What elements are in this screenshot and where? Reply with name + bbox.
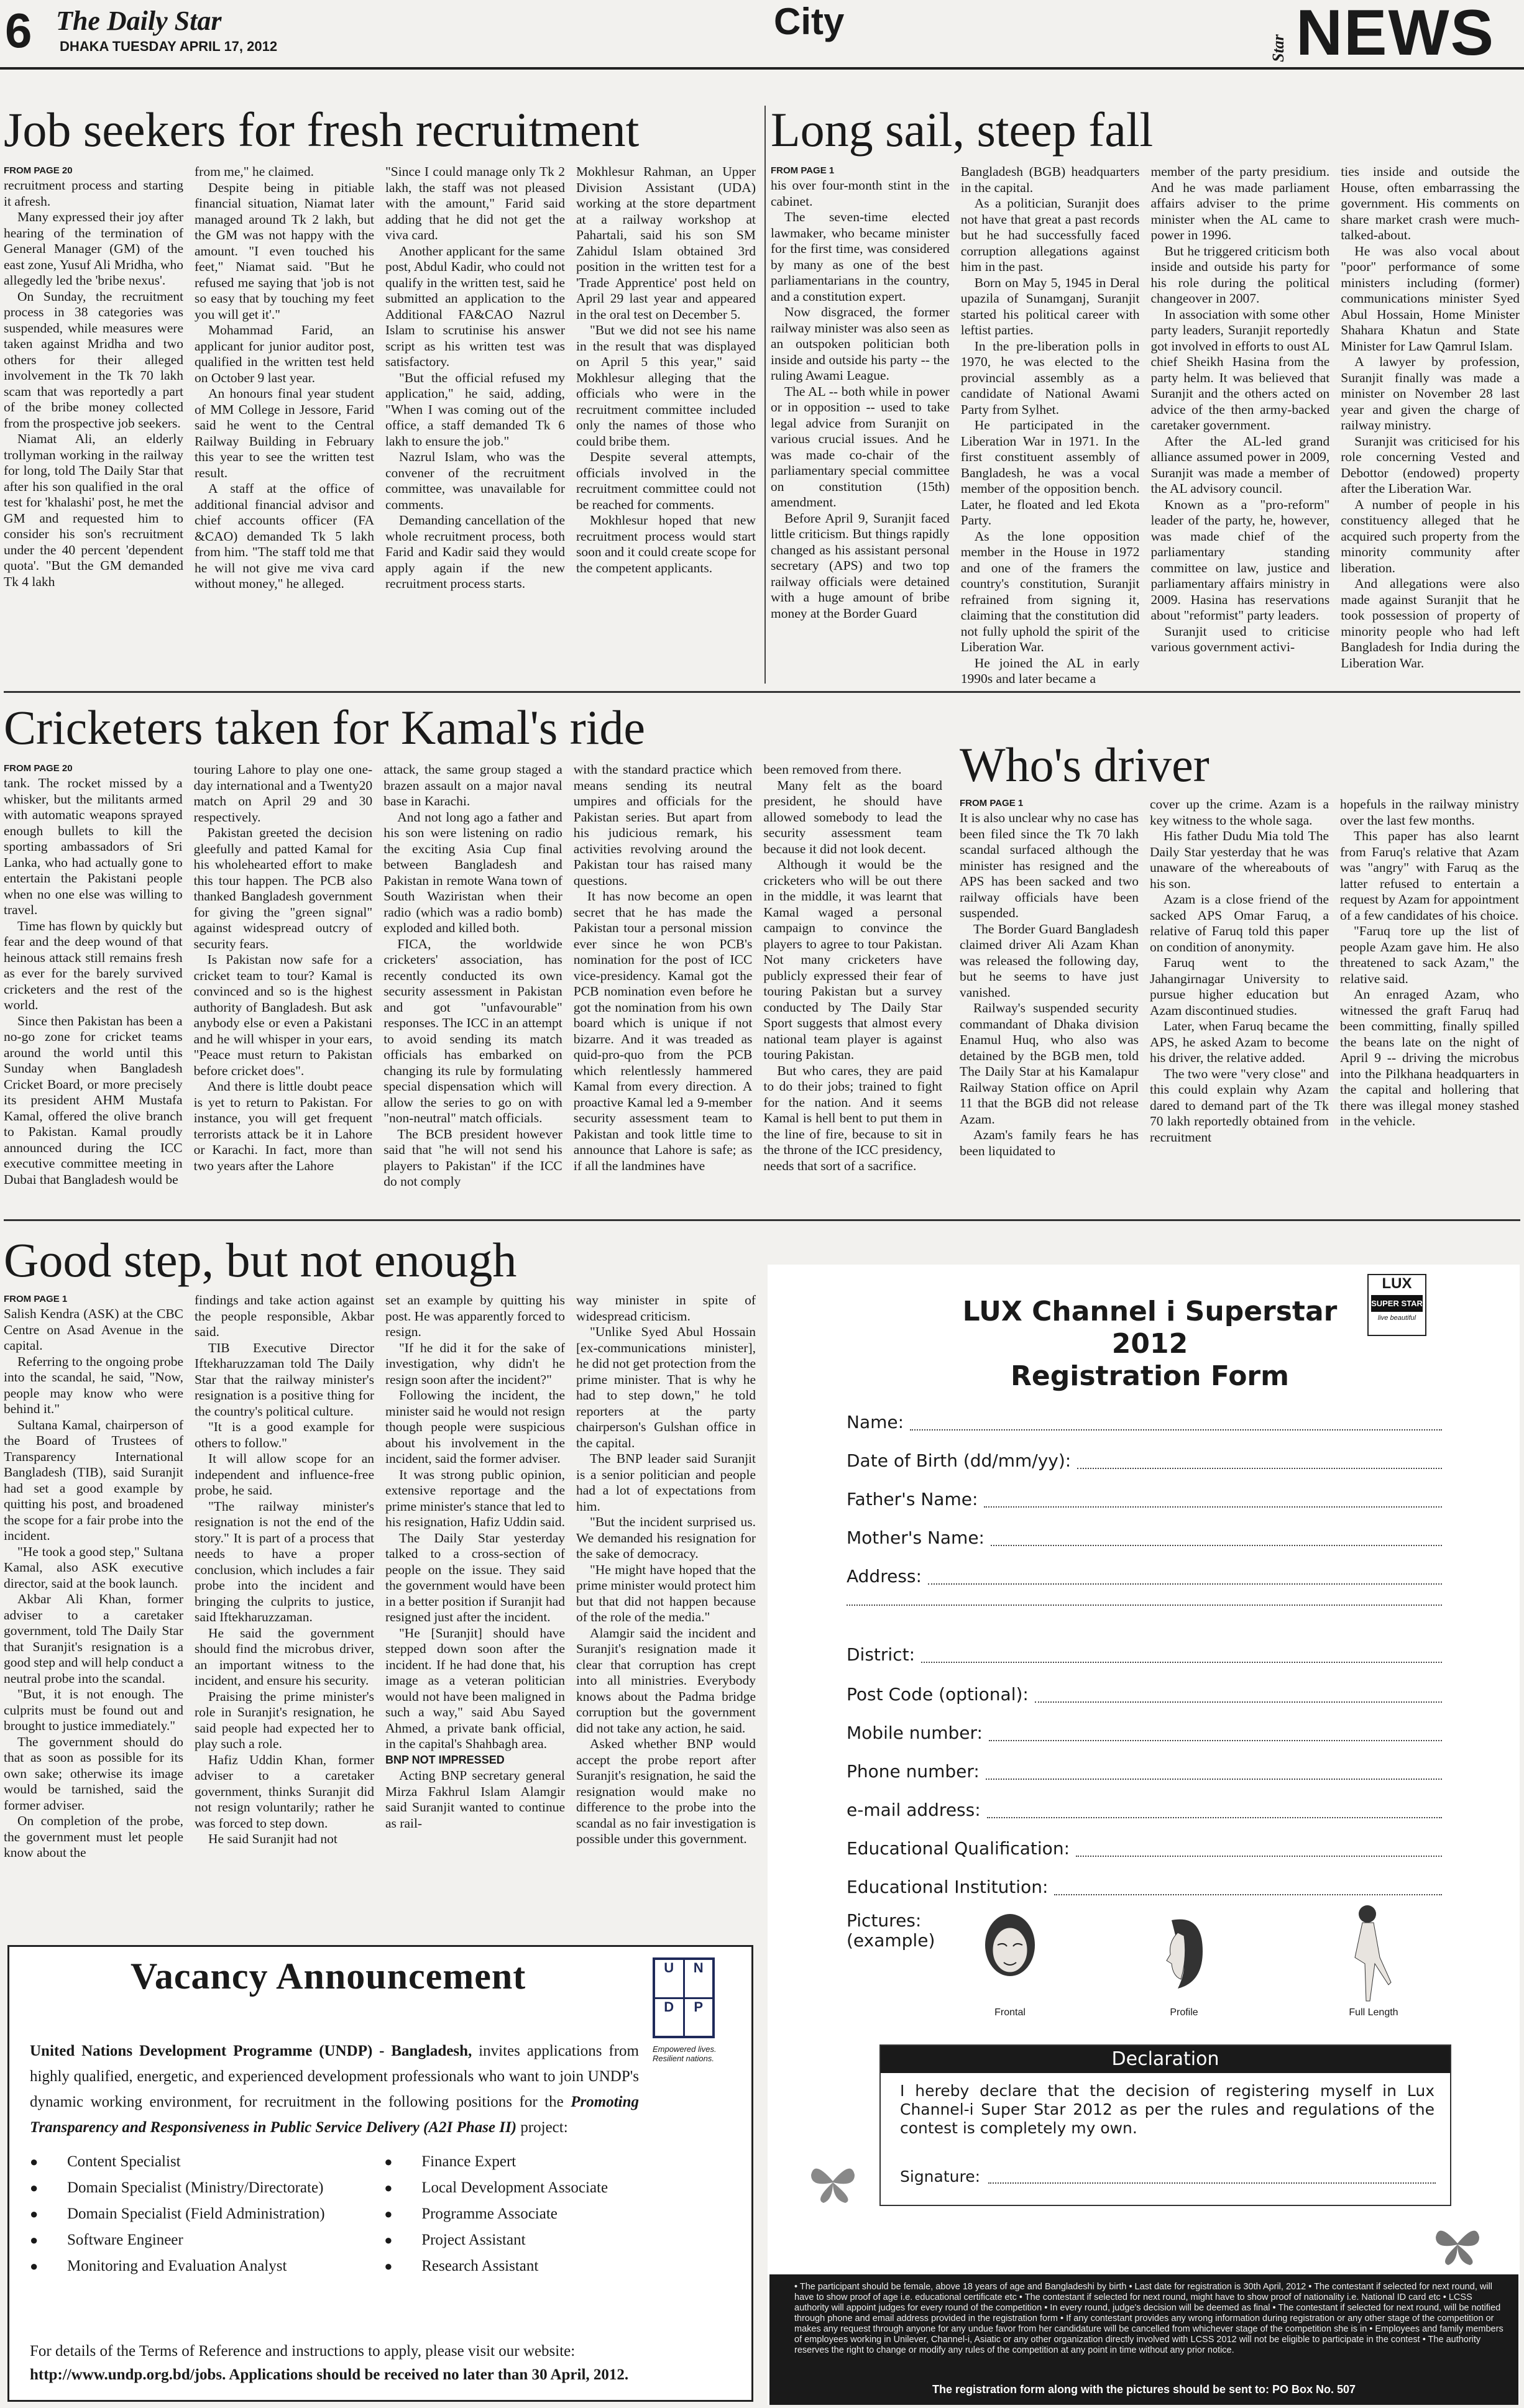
cricket-column-5 [763,762,942,1206]
paragraph: member of the party presidium. And he was made parliament affairs adviser to the prime minister when the AL came to power in 1996. [1150,164,1330,242]
cricket-column-1 [4,762,183,1206]
paragraph: Pakistan greeted the decision gleefully and patted Kamal for his wholehearted effort to make this tour happen. The PCB also thanked Bangladesh government for giving the "green signal" against widespread outcry of security fears. [193,825,373,951]
position-item: ● Local Development Associate [384,2175,639,2201]
paragraph: His father Dudu Mia told The Daily Star yesterday that he was unaware of the whereabouts of his son. [1150,828,1329,891]
headline-cricketers: Cricketers taken for Kamal's ride [4,700,645,754]
position-item: ● Finance Expert [384,2149,639,2175]
positions-right [384,2149,639,2279]
paragraph: Mokhlesur hoped that new recruitment process would start soon and it could create scope for the competent applicants. [576,513,756,575]
form-field-input[interactable] [1077,1468,1442,1469]
form-field-input[interactable] [1035,1701,1442,1703]
paragraph: way minister in spite of widespread criticism. [576,1293,756,1324]
paragraph: Acting BNP secretary general Mirza Fakhrul Islam Alamgir said Suranjit wanted to continue as rail- [385,1768,565,1831]
paragraph: On Sunday, the recruitment process in 38 categories was suspended, while measures were taken against Mridha and two others for their alleged involvement in the Tk 70 lakh scam that was reportedly a part of the bribe money collected from the prospective job seekers. [4,288,183,431]
form-field-label: District: [847,1644,916,1665]
pic-label-frontal: Frontal [994,2007,1026,2018]
paragraph: Demanding cancellation of the whole recruitment process, both Farid and Kadir said they would apply again if the new recruitment process starts. [385,513,565,591]
paragraph: It will allow scope for an independent and influence-free probe, he said. [195,1451,374,1498]
butterfly-icon [808,2156,858,2206]
cricket-column-4 [574,762,753,1206]
paragraph: BNP NOT IMPRESSED [385,1753,505,1766]
form-field-input[interactable] [987,1817,1442,1818]
paragraph: After the AL-led grand alliance assumed power in 2009, Suranjit was made a member of the AL advisory council. [1150,433,1330,496]
paragraph: "He might have hoped that the prime minister would protect him but that did not happen because of the role of the media." [576,1562,756,1624]
paragraph: An enraged Azam, who witnessed the graft Faruq had been committing, finally spilled the beans late on the night of April 9 -- driving the microbus into the Pilkhana headquarters in the capital and hollering that there was illegal money stashed in the vehicle. [1340,987,1519,1128]
form-field-input[interactable] [986,1779,1442,1780]
paragraph: attack, the same group staged a brazen assault on a major naval base in Karachi. [383,762,562,808]
undp-letter-d: D [655,1999,683,2036]
paragraph: He said the government should find the microbus driver, an important witness to the incident, and ensure his security. [195,1625,374,1688]
paragraph: And not long ago a father and his son were listening on radio the exciting Asia Cup final between Bangladesh and Pakistan in remote Wana town of South Waziristan when their radio (which was a radio bomb) exploded and killed both. [383,809,562,935]
paragraph: FICA, the worldwide cricketers' association, has recently conducted its own security assessment in Pakistan and got "unfavourable" responses. The ICC in an attempt to avoid sending its match officials has embarked on changing its rule by formulating special dispensation which will allow the series to go on with "non-neutral" match officials. [383,936,562,1125]
article-whos-driver [960,797,1519,1207]
paragraph: On completion of the probe, the government must let people know about the [4,1813,183,1860]
paragraph: Bangladesh (BGB) headquarters in the capital. [960,164,1140,195]
paragraph: Akbar Ali Khan, former adviser to a caretaker government, told The Daily Star that Suranjit's resignation is a good step and will help conduct a neutral probe into the scandal. [4,1591,183,1686]
article-long-sail [771,164,1520,686]
frontal-photo-example [979,1908,1041,2007]
paragraph: from me," he claimed. [195,164,314,179]
vacancy-url[interactable]: http://www.undp.org.bd/jobs. [30,2366,226,2383]
paragraph: The two were "very close" and this could explain why Azam dared to demand part of the Tk 70 lakh reportedly obtained from recruitment [1150,1066,1329,1145]
contest-rules: • The participant should be female, above 18 years of age and Bangladeshi by birth • Last date for registration is 30th April, 2012 • The contestant if selected for next round, will have to show proof of age i.e. educational certificate etc • The contestant if selected for next round, might have to show proof of nationality i.e. National ID card etc • LCSS authority will appoint judges for every round of the competition • In every round, judge's decision will be deemed as final • The contestant if selected for next round, will be notified through phone and email address provided in the registration form • If any contestant provides any wrong information during registration or any other stage of the competition or makes any request through anyone for any undue favor from her candidature will be cancelled from whichever stage of the competition she is in • Employees and family members of employees working in Unilever, Channel-i, Asiatic or any other organization directly involved with LCSS 2012 will not be eligible to participate in the contest • The authority reserves the right to change or modify any rules of the competition at any point in time without any prior notice. [769,2274,1518,2405]
driver-column-3 [1340,797,1519,1207]
paragraph: recruitment process and starting it afresh. [4,178,183,209]
form-field-input[interactable] [991,1545,1442,1546]
paragraph: And there is little doubt peace is yet to return to Pakistan. For instance, you will get frequent terrorists attack be it in Lahore or Karachi. In fact, more than two years after the Lahore [193,1079,373,1173]
paragraph: Before April 9, Suranjit faced little criticism. But things rapidly changed as his assistant personal secretary (APS) and two top railway officials were detained with a huge amount of bribe money at the Border Guard [771,510,950,621]
paragraph: This paper has also learnt from Faruq's relative that Azam was "angry" with Faruq as the latter refused to entertain a request by Azam for appointment of a few candidates of his choice. [1340,828,1519,923]
paragraph: He said Suranjit had not [208,1831,337,1846]
paragraph: The BCB president however said that "he will not send his players to Pakistan" if the ICC do not comply [383,1126,562,1189]
article-good-step [4,1293,756,1936]
lux-logo-top: LUX [1382,1275,1412,1292]
paragraph: TIB Executive Director Iftekharuzzaman told The Daily Star that the railway minister's resignation is a positive thing for the country's political culture. [195,1340,374,1419]
butterfly-icon [1430,2218,1485,2268]
paragraph: Many felt as the board president, he should have allowed somebody to lead the security assessment team because it did not look decent. [763,777,942,856]
good-column-1 [4,1293,183,1936]
paragraph: As a politician, Suranjit does not have that great a past records but he had successfully faced corruption allegations against him in the past. [960,196,1140,274]
paragraph: set an example by quitting his post. He was apparently forced to resign. [385,1293,565,1339]
paragraph: Since then Pakistan has been a no-go zone for cricket teams around the world until this Sunday when Bangladesh Cricket Board, or more precisely its president AHM Mustafa Kamal, offered the olive branch to Pakistan. Kamal proudly announced during the ICC executive committee meeting in Dubai that Bangladesh would be [4,1013,183,1187]
position-item: ● Software Engineer [30,2227,384,2253]
cricket-column-3 [383,762,562,1206]
address-extra-line[interactable] [847,1605,1442,1606]
vacancy-project: Promoting Transparency and Responsiveness in Public Service Delivery (A2I Phase II) [30,2094,639,2136]
lux-title-line2: Registration Form [1011,1360,1289,1392]
job-column-3 [385,164,565,686]
paragraph: Later, when Faruq became the APS, he asked Azam to become his driver, the relative added. [1150,1019,1329,1065]
vacancy-body [30,2038,639,2279]
paragraph: touring Lahore to play one one-day international and a Twenty20 match on April 29 and 30 respectively. [193,762,373,825]
paragraph: his over four-month stint in the cabinet. [771,178,950,209]
driver-column-1 [960,797,1139,1207]
paragraph: It has now become an open secret that he has made the Pakistan tour a personal mission ever since he won PCB's nomination for the post of ICC vice-presidency. Kamal got the PCB nomination even before he got the nomination from his own board which is unique if not bizarre. And it was treaded as quid-pro-quo from the PCB which relentlessly hammered Kamal from every direction. A proactive Kamal led a 9-member security assessment team to Pakistan and took little time to announce that Lahore is safe; as if all the landmines have [573,889,753,1173]
paragraph: Sultana Kamal, chairperson of the Board of Trustees of Transparency International Bangladesh (TIB), said Suranjit had set a good example by quitting his post, and broadened the scope for a fair probe into the incident. [4,1417,183,1543]
position-item: ● Project Assistant [384,2227,639,2253]
paragraph: An honours final year student of MM College in Jessore, Farid said he went to the Central Railway Building in February this year to see the written test result. [195,386,374,480]
paragraph: Known as a "pro-reform" leader of the party, he, however, was made chief of the parliamentary standing committee on law, justice and parliamentary affairs ministry in 2009. Hasina has reservations about "reformist" party leaders. [1150,497,1330,623]
paragraph: "But the official refused my application," he said, adding, "When I was coming out of the office, a staff demanded Tk 6 lakh to ensure the job." [385,370,565,449]
paragraph: Time has flown by quickly but fear and the deep wound of that heinous attack still remains fresh as ever for the barely survived cricketers and the rest of the world. [4,918,183,1012]
lux-title [932,1296,1367,1393]
paragraph: The government should do that as soon as possible for its own sake; otherwise its image would be tarnished, said the former adviser. [4,1734,183,1813]
form-field-input[interactable] [928,1583,1442,1585]
lux-registration-form [768,1265,1520,2405]
job-column-1 [4,164,183,686]
form-field-input[interactable] [921,1662,1442,1663]
send-to-address: The registration form along with the pictures should be sent to: PO Box No. 507 [932,2383,1356,2396]
paragraph: In the pre-liberation polls in 1970, he was elected to the provincial assembly as a candidate of National Awami Party from Sylhet. [960,338,1140,417]
form-field-label: Mother's Name: [847,1527,985,1548]
paragraph: The Border Guard Bangladesh claimed driver Ali Azam Khan was released the following day, but he seems to have just vanished. [960,921,1139,1000]
column-divider [764,106,766,684]
headline-long-sail: Long sail, steep fall [771,103,1154,157]
paragraph: A staff at the office of additional financial advisor and chief accounts officer (FA &CAO) demanded Tk 5 lakh from him. "The staff told me that he will not give me viva card without money," he alleged. [195,481,374,591]
article-cricketers [4,762,942,1206]
headline-job-seekers: Job seekers for fresh recruitment [4,103,640,157]
good-column-3 [385,1293,565,1936]
paragraph: Praising the prime minister's role in Suranjit's resignation, he said people had expected her to play such a role. [195,1688,374,1751]
from-page-label: FROM PAGE 20 [4,763,73,774]
page-number: 6 [5,3,32,58]
signature-line[interactable] [988,2182,1436,2184]
pictures-label: Pictures: [847,1910,922,1931]
positions-left [30,2149,384,2279]
lux-logo-tag: live beautiful [1377,1314,1416,1322]
paragraph: "But, it is not enough. The culprits must be found out and brought to justice immediately." [4,1687,183,1733]
cricket-column-2 [194,762,373,1206]
form-field-label: Educational Institution: [847,1877,1049,1897]
good-column-2 [195,1293,374,1936]
form-field-input[interactable] [989,1740,1442,1741]
news-title: NEWS [1296,0,1495,69]
long-column-2 [961,164,1140,686]
declaration-text: I hereby declare that the decision of registering myself in Lux Channel-i Super Star 2012 as per the rules and regulations of the contest is completely my own. [900,2082,1434,2137]
form-field-label: Post Code (optional): [847,1684,1029,1705]
undp-letter-u: U [655,1960,683,1997]
paragraph: Many expressed their joy after hearing of the termination of General Manager (GM) of the east zone, Yusuf Ali Mridha, who allegedly led the 'bribe nexus'. [4,209,183,288]
paragraph: Despite several attempts, officials involved in the recruitment committee could not be reached for comments. [576,449,756,512]
paragraph: The BNP leader said Suranjit is a senior politician and people had a lot of expectations from him. [576,1451,756,1514]
from-page-label: FROM PAGE 1 [960,798,1024,808]
position-item: ● Programme Associate [384,2201,639,2227]
dateline: DHAKA TUESDAY APRIL 17, 2012 [60,39,278,54]
paragraph: Mokhlesur Rahman, an Upper Division Assistant (UDA) working at the store department at a railway workshop at Pahartali, said his son SM Zahidul Islam obtained 3rd position in the written test for a 'Trade Apprentice' post held on April 29 last year and appeared in the oral test on December 5. [576,164,756,322]
paragraph: "Since I could manage only Tk 2 lakh, the staff was not pleased with the amount," Farid said adding that he did not get the viva card. [385,164,565,242]
paragraph: And allegations were also made against Suranjit that he took possession of property of minority people who had left Bangladesh for India during the Liberation War. [1341,576,1520,671]
form-field-label: Date of Birth (dd/mm/yy): [847,1450,1072,1471]
lux-title-line1: LUX Channel i Superstar 2012 [962,1296,1338,1360]
paragraph: "He took a good step," Sultana Kamal, also ASK executive director, said at the book launch. [4,1544,183,1591]
form-field-input[interactable] [1076,1856,1442,1857]
paragraph: He joined the AL in early 1990s and later became a [960,655,1140,686]
paragraph: Now disgraced, the former railway minister was also seen as an outspoken politician both inside and outside his party -- the ruling Awami League. [771,304,950,383]
paragraph: As the lone opposition member in the House in 1972 and one of the framers the country's constitution, Suranjit refrained from signing it, claiming that the constitution did not fully uphold the spirit of the Liberation War. [960,528,1140,654]
paragraph: But he triggered criticism both inside and outside his party for his role during the political changeover in 2007. [1150,243,1330,306]
vacancy-footer-text: For details of the Terms of Reference and instructions to apply, please visit our website: [30,2343,576,2360]
long-column-4 [1341,164,1520,686]
form-field-label: Father's Name: [847,1489,978,1509]
paragraph: The seven-time elected lawmaker, who became minister for the first time, was considered by many as one of the best parliamentarians in the country, and a constitution expert. [771,209,950,304]
vacancy-project-end: project: [516,2119,568,2136]
position-item: ● Domain Specialist (Field Administration) [30,2201,384,2227]
form-field-label: e-mail address: [847,1800,981,1820]
paragraph: Although it would be the cricketers who will be out there in the middle, it was learnt that Kamal waged a personal campaign to convince the players to agree to tour Pakistan. Not many cricketers have publicly expressed their fear of touring Pakistan but a survey conducted by The Daily Star Sport suggests that almost every national team player is against touring Pakistan. [763,857,942,1062]
undp-letter-p: P [685,1999,713,2036]
declaration-title: Declaration [881,2046,1450,2073]
paragraph: But who cares, they are paid to do their jobs; trained to fight for the nation. And it seems Kamal is hell bent to put them in the line of fire, because to sit in the throne of the ICC presidency, needs that sort of a sacrifice. [763,1063,942,1173]
paragraph: "But we did not see his name in the result that was displayed on April 5 this year," said Mokhlesur alleging that the officials who were in the recruitment committee included only the names of those who could bribe them. [576,323,756,449]
paragraph: Faruq went to the Jahangirnagar University to pursue higher education but Azam discontinued studies. [1150,955,1329,1018]
paragraph: with the standard practice which means sending its neutral umpires and officials for the Pakistan series. But apart from his judicious remark, his activities revolving around the Pakistan tour has raised many questions. [573,762,753,888]
paragraph: hopefuls in the railway ministry over the last few months. [1340,797,1519,828]
from-page-label: FROM PAGE 1 [771,165,835,176]
paragraph: "He [Suranjit] should have stepped down soon after the incident. If he had done that, his image as a veteran politician would not have been maligned in such a way," said Abu Sayed Ahmed, a private bank official, in the capital's Shahbagh area. [385,1625,565,1751]
position-item: ● Monitoring and Evaluation Analyst [30,2253,384,2279]
undp-logo [653,1957,715,2038]
job-column-2 [195,164,374,686]
form-field-input[interactable] [984,1506,1442,1508]
paragraph: Railway's suspended security commandant of Dhaka division Enamul Huq, who also was detained by the BGB men, told The Daily Star at his Kamalapur Railway Station office on April 11 that the BGB did not release Azam. [960,1000,1139,1127]
paragraph: been removed from there. [763,762,902,777]
paragraph: "But the incident surprised us. We demanded his resignation for the sake of democracy. [576,1514,756,1561]
vacancy-deadline: Applications should be received no later than 30 April, 2012. [226,2366,629,2383]
pic-label-profile: Profile [1170,2007,1198,2018]
form-field-label: Mobile number: [847,1723,983,1743]
form-field-input[interactable] [910,1429,1442,1431]
paragraph: Azam's family fears he has been liquidated to [960,1127,1139,1158]
undp-tagline: Empowered lives. Resilient nations. [653,2044,717,2063]
paragraph: "If he did it for the sake of investigation, why didn't he resign soon after the incident?" [385,1340,565,1387]
headline-good-step: Good step, but not enough [4,1233,517,1287]
paragraph: "The railway minister's resignation is not the end of the story." It is part of a process that needs to have a proper conclusion, which includes a fair probe into the incident and bringing the culprits to justice, said Iftekharuzzaman. [195,1498,374,1624]
paragraph: A lawyer by profession, Suranjit finally was made a minister on November 28 last year and given the charge of railway ministry. [1341,354,1520,433]
vacancy-title: Vacancy Announcement [131,1956,526,1997]
form-field-label: Phone number: [847,1761,980,1782]
pictures-example: (example) [847,1930,935,1951]
article-job-seekers [4,164,756,686]
long-column-3 [1151,164,1330,686]
paragraph: Nazrul Islam, who was the convener of the recruitment committee, was unavailable for comments. [385,449,565,512]
paragraph: ties inside and outside the House, often embarrassing the government. His comments on share market crash were much-talked-about. [1341,164,1520,242]
paragraph: It was strong public opinion, extensive reportage and the prime minister's stance that led to his resignation, Hafiz Uddin said. [385,1467,565,1529]
paragraph: The Daily Star yesterday talked to a cross-section of people on the issue. They said the government would have been in a better position if Suranjit had resigned just after the incident. [385,1530,565,1624]
signature-label: Signature: [900,2168,981,2186]
paragraph: Azam is a close friend of the sacked APS Omar Faruq, a relative of Faruq told this paper on condition of anonymity. [1150,892,1329,955]
form-field-label: Name: [847,1412,904,1432]
position-item: ● Domain Specialist (Ministry/Directorate) [30,2175,384,2201]
paragraph: Mohammad Farid, an applicant for junior auditor post, qualified in the written test held on October 9 last year. [195,323,374,385]
paragraph: It is also unclear why no case has been filed since the Tk 70 lakh scandal surfaced although the minister has resigned and the APS has been sacked and two railway officials have been suspended. [960,810,1139,920]
paragraph: cover up the crime. Azam is a key witness to the whole saga. [1150,797,1329,828]
driver-column-2 [1150,797,1329,1207]
paragraph: "Faruq tore up the list of people Azam gave him. He also threatened to sack Azam," the relative said. [1340,923,1519,986]
undp-letter-n: N [685,1960,713,1997]
lux-logo-mid: SUPER STAR [1371,1295,1423,1312]
paragraph: Referring to the ongoing probe into the scandal, he said, "Now, people may know who were behind it." [4,1353,183,1416]
pic-label-full-length: Full Length [1349,2007,1398,2018]
headline-whos-driver: Who's driver [960,738,1210,792]
vacancy-intro: invites applications from highly qualified, energetic, and experienced development professionals who want to join UNDP's dynamic working environment, for recruitment in the following positions for the [30,2043,639,2110]
paragraph: Following the incident, the minister said he would not resign though people were suspicious about his involvement in the incident, said the former adviser. [385,1388,565,1466]
paragraph: He was also vocal about "poor" performance of some ministers including (former) communications minister Syed Abul Hossain, Home Minister Shahara Khatun and State Minister for Law Qamrul Islam. [1341,243,1520,354]
section-divider [4,1219,1520,1221]
vacancy-org: United Nations Development Programme (UNDP) - Bangladesh, [30,2043,472,2059]
paragraph: Is Pakistan now safe for a cricket team to tour? Kamal is convinced and so is the highest authority of Bangladesh. But ask anybody else or even a Pakistani and he will whisper in your ears, "Peace must return to Pakistan before cricket does". [193,952,373,1078]
paragraph: tank. The rocket missed by a whisker, but the militants armed with automatic weapons sprayed enough bullets to kill the sporting ambassadors of Sri Lanka, who had actually gone to entertain the Pakistani people when no one else was willing to travel. [4,776,183,917]
paragraph: Alamgir said the incident and Suranjit's resignation made it clear that corruption has crept into all ministries. Everybody knows about the Padma bridge corruption but the government did not take any action, he said. [576,1625,756,1736]
position-item: ● Content Specialist [30,2149,384,2175]
from-page-label: FROM PAGE 20 [4,165,73,176]
paragraph: Hafiz Uddin Khan, former adviser to a caretaker government, thinks Suranjit did not resign voluntarily; rather he was forced to step down. [195,1752,374,1831]
paragraph: The AL -- both while in power or in opposition -- used to take legal advice from Suranjit on various crucial issues. And he was made co-chair of the parliamentary special committee on constitution (15th) amendment. [771,383,950,510]
position-item: ● Research Assistant [384,2253,639,2279]
from-page-label: FROM PAGE 1 [4,1294,68,1304]
paper-name: The Daily Star [56,6,222,36]
paragraph: "It is a good example for others to follow." [195,1419,374,1450]
section-title: City [774,1,845,42]
form-field-label: Educational Qualification: [847,1838,1070,1859]
paragraph: Suranjit was criticised for his role concerning Vested and Debottor (endowed) property after the Liberation War. [1341,433,1520,496]
paragraph: Suranjit used to criticise various government activi- [1150,623,1330,654]
form-field-label: Address: [847,1566,922,1586]
paragraph: In association with some other party leaders, Suranjit reportedly got involved in efforts to oust AL chief Sheikh Hasina from the party helm. It was believed that Suranjit and the others acted on advice of the then army-backed caretaker government. [1150,306,1330,433]
full-length-photo-example [1336,1902,1411,2007]
paragraph: findings and take action against the people responsible, Akbar said. [195,1293,374,1339]
profile-photo-example [1153,1908,1215,2007]
job-column-4 [576,164,756,686]
paragraph: Born on May 5, 1945 in Deral upazila of Sunamganj, Suranjit started his political career with leftist parties. [960,275,1140,337]
form-field-input[interactable] [1054,1894,1442,1895]
vacancy-footer [30,2340,714,2387]
paragraph: Another applicant for the same post, Abdul Kadir, who could not qualify in the written test, said he submitted an application to the Additional FA&CAO Nazrul Islam to scrutinise his answer script as his written test was satisfactory. [385,243,565,369]
star-logo: Star [1269,34,1287,62]
good-column-4 [576,1293,756,1936]
paragraph: Asked whether BNP would accept the probe report after Suranjit's resignation, he said the resignation would make no difference to the probe into the scandal as no fair investigation is possible under this government. [576,1736,756,1846]
section-divider [4,691,1520,693]
paragraph: Niamat Ali, an elderly trollyman working in the railway for long, told The Daily Star that after his son qualified in the oral test for 'khalashi' post, he met the GM and requested him to consider his son's recruitment under the 40 percent 'dependent quota'. "But the GM demanded Tk 4 lakh [4,431,183,589]
paragraph: Despite being in pitiable financial situation, Niamat later managed around Tk 2 lakh, but the GM was not happy with the amount. "I even touched his feet," Niamat said. "But he refused me saying that 'job is not so easy that by touching my feet you will get it'." [195,180,374,322]
paragraph: Salish Kendra (ASK) at the CBC Centre on Asad Avenue in the capital. [4,1306,183,1353]
paragraph: A number of people in his constituency alleged that he acquired such property from the minority community after liberation. [1341,497,1520,575]
paragraph: He participated in the Liberation War in 1971. In the first constituent assembly of Bangladesh, he was a vocal member of the opposition bench. Later, he floated and led Ekota Party. [960,418,1140,528]
long-column-1 [771,164,950,686]
lux-superstar-logo [1367,1274,1426,1336]
paragraph: "Unlike Syed Abul Hossain [ex-communications minister], he did not get protection from the prime minister. That is why he had to step down," he told reporters at the party chairperson's Gulshan office in the capital. [576,1324,756,1450]
